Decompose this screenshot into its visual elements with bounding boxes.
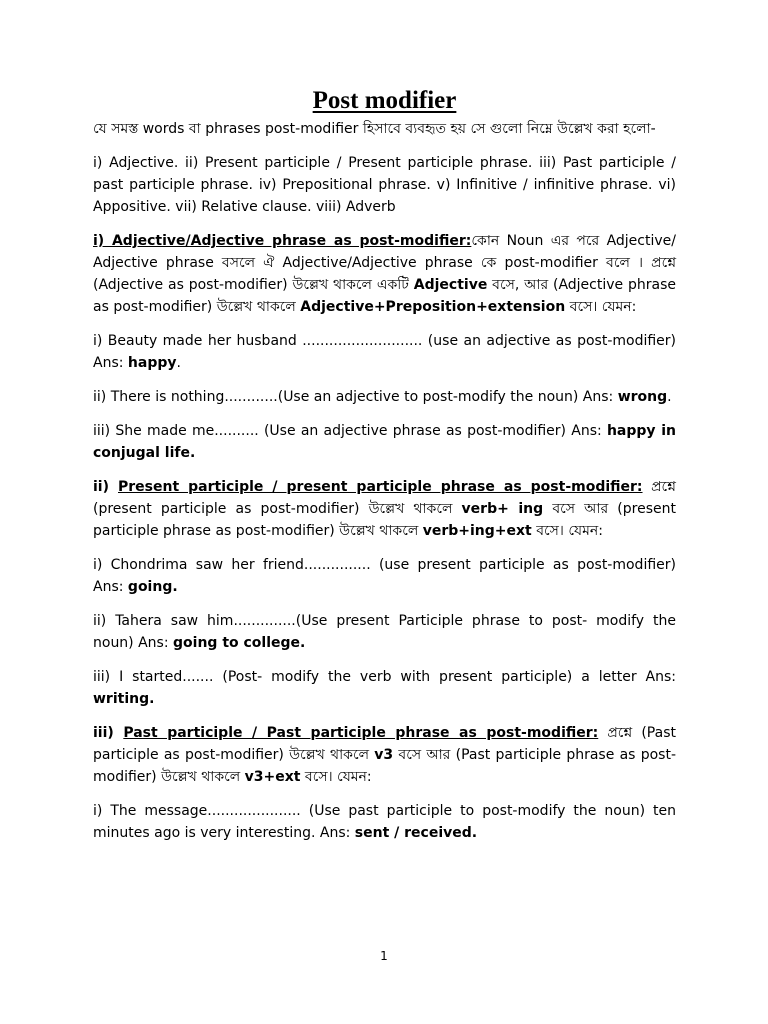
answer: happy in conjugal life. (93, 423, 676, 461)
example-adjective-3: iii) She made me.......... (Use an adjective phrase as post-modifier) Ans: happy in conjugal life. (93, 423, 676, 461)
section-adjective-definition: i) Adjective/Adjective phrase as post-modifier:কোন Noun এর পরে Adjective/ Adjective phrase বসলে ঐ Adjective/Adjective phrase কে post-modifier বলে । প্রশ্নে (Adjective as post-modifier) উল্লেখ থাকলে একটি Adjective বসে, আর (Adjective phrase as post-modifier) উল্লেখ থাকলে Adjective+Preposition+extension বসে। যেমন: (93, 233, 676, 315)
page-number: 1 (380, 949, 388, 963)
section-heading-adjective: i) Adjective/Adjective phrase as post-modifier: (93, 233, 472, 249)
example-present-participle-1: i) Chondrima saw her friend............... (use present participle as post-modifier) Ans: going. (93, 557, 676, 595)
section-present-participle-definition: ii) Present participle / present participle phrase as post-modifier: প্রশ্নে (present participle as post-modifier) উল্লেখ থাকলে verb+ ing বসে আর (present participle phrase as post-modifier) উল্লেখ থাকলে verb+ing+ext বসে। যেমন: (93, 479, 676, 539)
intro-paragraph: যে সমস্ত words বা phrases post-modifier হিসাবে ব্যবহৃত হয় সে গুলো নিম্নে উল্লেখ করা হলো- (93, 121, 656, 137)
document-page (93, 86, 676, 844)
types-list: i) Adjective. ii) Present participle / Present participle phrase. iii) Past participle / past participle phrase. iv) Prepositional phrase. v) Infinitive / infinitive phrase. vi) Appositive. vii) Relative clause. viii) Adverb (93, 155, 676, 215)
section-past-participle-definition: iii) Past participle / Past participle phrase as post-modifier: প্রশ্নে (Past participle as post-modifier) উল্লেখ থাকলে v3 বসে আর (Past participle phrase as post-modifier) উল্লেখ থাকলে v3+ext বসে। যেমন: (93, 725, 677, 785)
answer: going. (127, 579, 178, 595)
example-adjective-1: i) Beauty made her husband ........................... (use an adjective as post-modifier) Ans: happy. (93, 333, 676, 371)
page-title: Post modifier (312, 87, 457, 114)
answer: sent / received. (354, 825, 478, 841)
answer: going to college. (173, 635, 306, 651)
example-present-participle-2: ii) Tahera saw him..............(Use present Participle phrase to post- modify the noun) Ans: going to college. (93, 613, 676, 651)
answer: wrong (617, 389, 668, 405)
answer: writing. (93, 691, 155, 707)
example-present-participle-3: iii) I started....... (Post- modify the verb with present participle) a letter Ans: writing. (93, 669, 676, 707)
example-past-participle-1: i) The message..................... (Use past participle to post-modify the noun) ten minutes ago is very interesting. Ans: sent / received. (93, 803, 676, 841)
section-heading-present-participle: Present participle / present participle phrase as post-modifier: (118, 479, 643, 495)
example-adjective-2: ii) There is nothing............(Use an adjective to post-modify the noun) Ans: wrong. (93, 389, 672, 405)
section-heading-past-participle: Past participle / Past participle phrase as post-modifier: (123, 725, 599, 741)
answer: happy (127, 355, 177, 371)
